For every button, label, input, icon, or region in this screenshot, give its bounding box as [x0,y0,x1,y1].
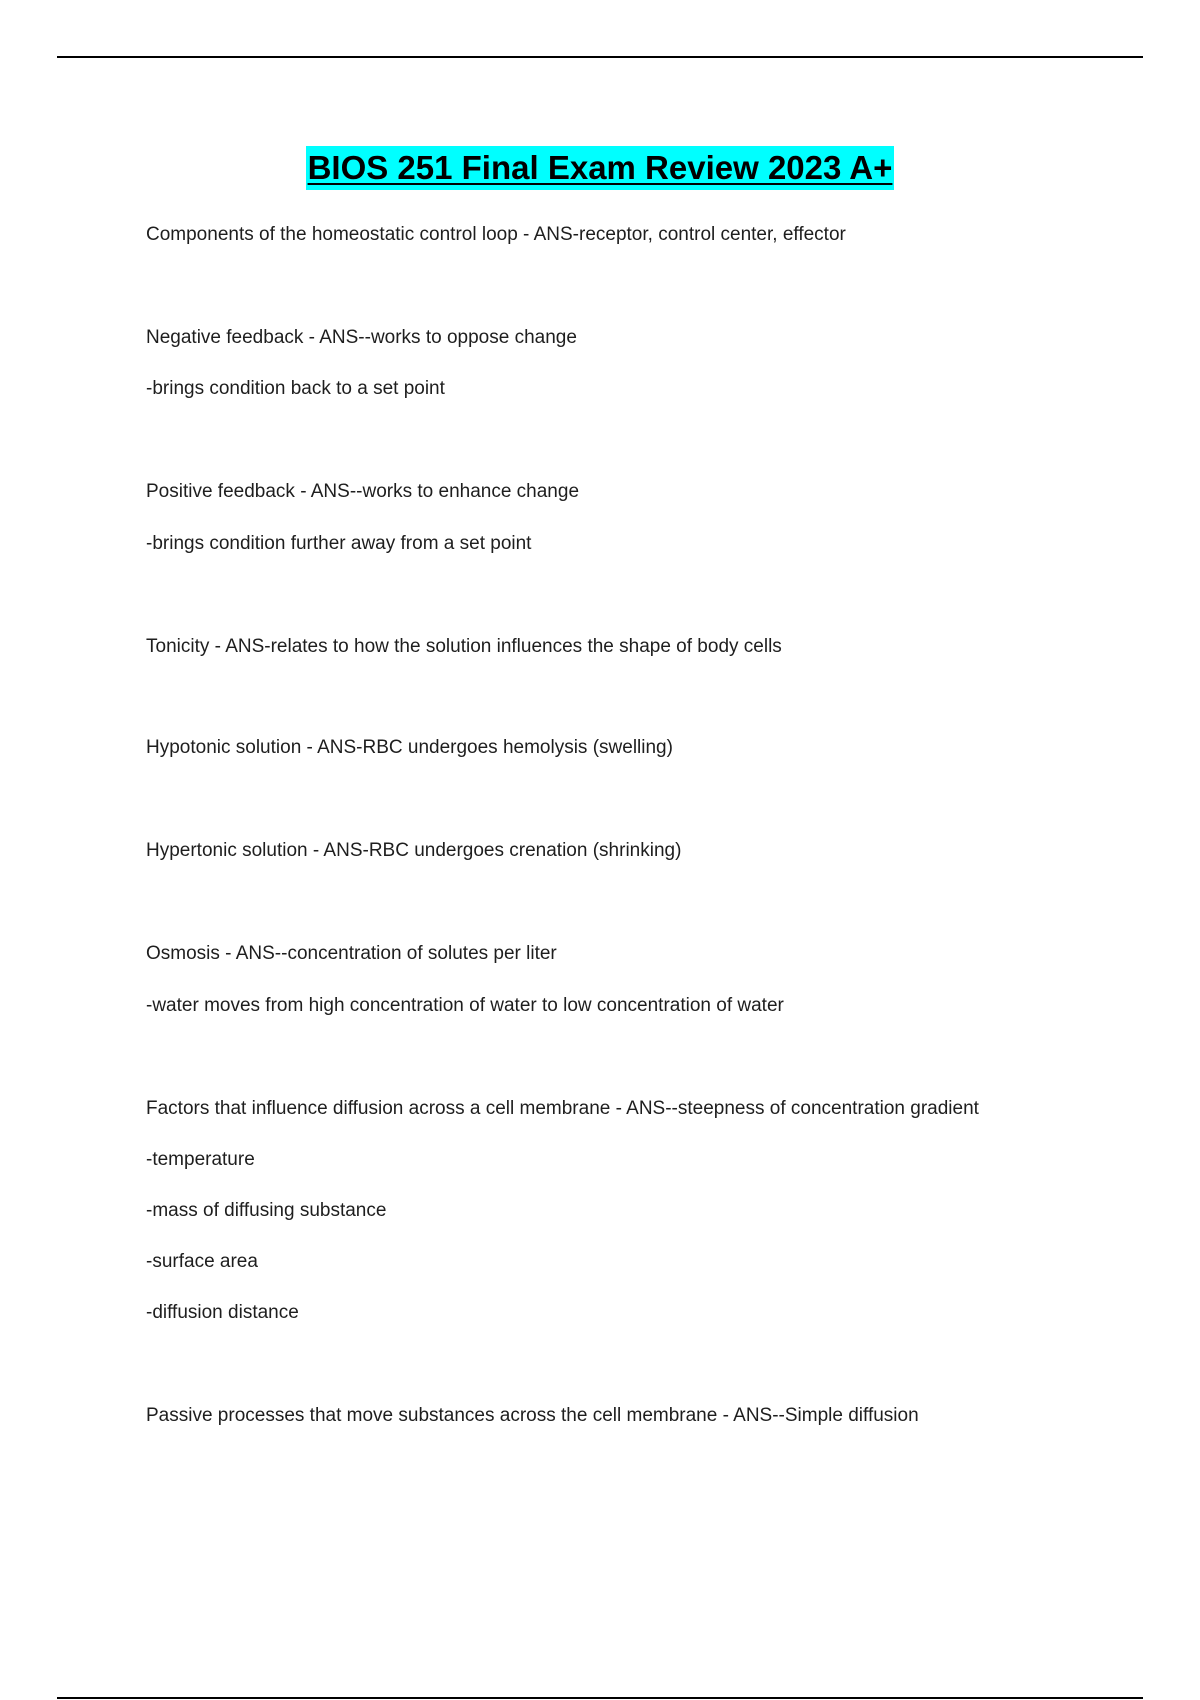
text-line: Tonicity - ANS-relates to how the solution influences the shape of body cells [146,636,782,657]
text-line: Negative feedback - ANS--works to oppose change [146,327,577,348]
text-line: -temperature [146,1149,255,1170]
title-container [0,146,1200,190]
text-line: Hypertonic solution - ANS-RBC undergoes crenation (shrinking) [146,840,682,861]
text-line: -water moves from high concentration of water to low concentration of water [146,995,784,1016]
text-line: Positive feedback - ANS--works to enhance change [146,481,580,502]
text-line: -diffusion distance [146,1302,299,1323]
text-line: -surface area [146,1251,258,1272]
text-line: -brings condition back to a set point [146,378,445,399]
bottom-rule [57,1697,1143,1699]
text-line: Components of the homeostatic control loop - ANS-receptor, control center, effector [146,224,846,245]
page-title: BIOS 251 Final Exam Review 2023 A+ [306,146,895,190]
text-line: Factors that influence diffusion across a cell membrane - ANS--steepness of concentration gradient [146,1098,979,1119]
text-line: Hypotonic solution - ANS-RBC undergoes hemolysis (swelling) [146,737,673,758]
text-line: -mass of diffusing substance [146,1200,387,1221]
text-line: Osmosis - ANS--concentration of solutes per liter [146,943,557,964]
top-rule [57,56,1143,58]
text-line: -brings condition further away from a set point [146,533,532,554]
text-line: Passive processes that move substances across the cell membrane - ANS--Simple diffusion [146,1405,919,1426]
